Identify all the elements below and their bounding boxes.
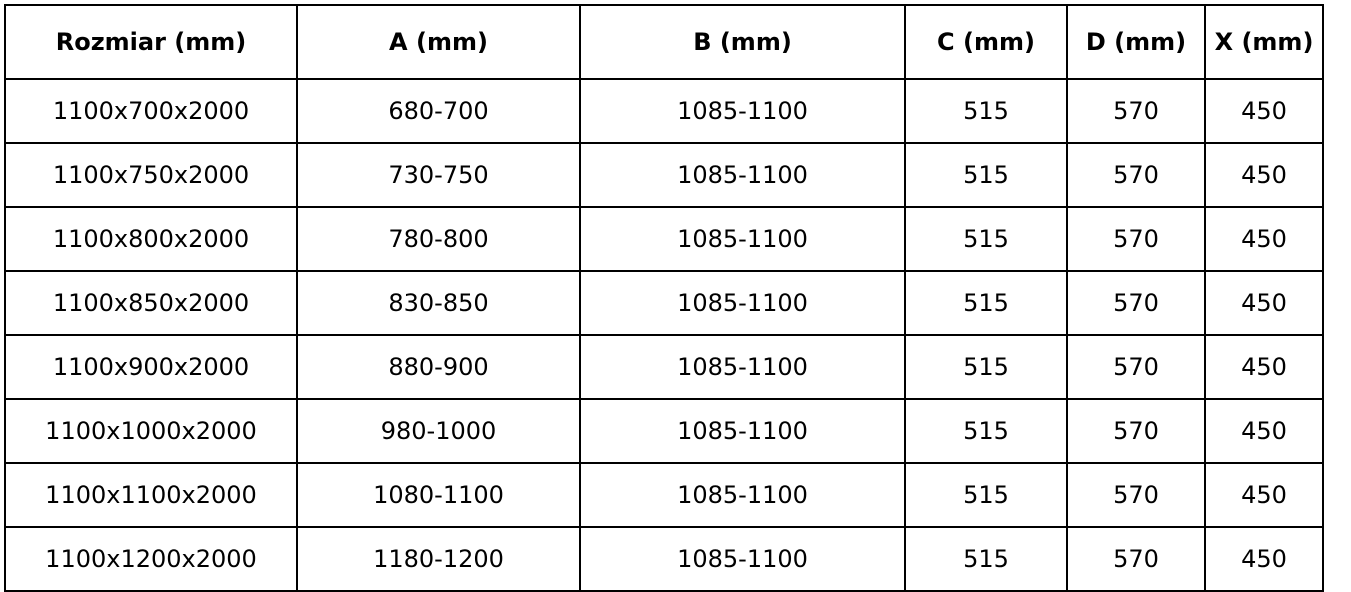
cell-a: 780-800 — [297, 207, 580, 271]
cell-x: 450 — [1205, 399, 1323, 463]
table-row — [5, 143, 1323, 207]
cell-a: 1180-1200 — [297, 527, 580, 591]
cell-x: 450 — [1205, 463, 1323, 527]
cell-a: 680-700 — [297, 79, 580, 143]
cell-x: 450 — [1205, 271, 1323, 335]
cell-c: 515 — [905, 335, 1067, 399]
specification-table — [4, 4, 1324, 592]
column-header-x: X (mm) — [1205, 5, 1323, 79]
cell-b: 1085-1100 — [580, 399, 905, 463]
cell-x: 450 — [1205, 335, 1323, 399]
cell-c: 515 — [905, 399, 1067, 463]
cell-rozmiar: 1100x1000x2000 — [5, 399, 297, 463]
column-header-c: C (mm) — [905, 5, 1067, 79]
column-header-d: D (mm) — [1067, 5, 1205, 79]
table-row — [5, 399, 1323, 463]
cell-d: 570 — [1067, 463, 1205, 527]
cell-rozmiar: 1100x800x2000 — [5, 207, 297, 271]
cell-rozmiar: 1100x1200x2000 — [5, 527, 297, 591]
cell-a: 880-900 — [297, 335, 580, 399]
cell-d: 570 — [1067, 79, 1205, 143]
cell-c: 515 — [905, 143, 1067, 207]
table-row — [5, 527, 1323, 591]
table-header — [5, 5, 1323, 79]
cell-c: 515 — [905, 271, 1067, 335]
cell-d: 570 — [1067, 271, 1205, 335]
cell-x: 450 — [1205, 143, 1323, 207]
cell-c: 515 — [905, 207, 1067, 271]
cell-b: 1085-1100 — [580, 271, 905, 335]
cell-d: 570 — [1067, 143, 1205, 207]
cell-a: 830-850 — [297, 271, 580, 335]
table-body — [5, 79, 1323, 591]
column-header-b: B (mm) — [580, 5, 905, 79]
cell-x: 450 — [1205, 207, 1323, 271]
cell-a: 980-1000 — [297, 399, 580, 463]
cell-b: 1085-1100 — [580, 79, 905, 143]
column-header-rozmiar: Rozmiar (mm) — [5, 5, 297, 79]
cell-d: 570 — [1067, 335, 1205, 399]
table-row — [5, 271, 1323, 335]
cell-x: 450 — [1205, 79, 1323, 143]
cell-x: 450 — [1205, 527, 1323, 591]
cell-a: 730-750 — [297, 143, 580, 207]
cell-b: 1085-1100 — [580, 143, 905, 207]
cell-c: 515 — [905, 79, 1067, 143]
cell-b: 1085-1100 — [580, 207, 905, 271]
cell-b: 1085-1100 — [580, 335, 905, 399]
cell-d: 570 — [1067, 207, 1205, 271]
table-row — [5, 207, 1323, 271]
cell-rozmiar: 1100x750x2000 — [5, 143, 297, 207]
table-row — [5, 463, 1323, 527]
cell-rozmiar: 1100x850x2000 — [5, 271, 297, 335]
cell-c: 515 — [905, 527, 1067, 591]
column-header-a: A (mm) — [297, 5, 580, 79]
cell-b: 1085-1100 — [580, 527, 905, 591]
cell-d: 570 — [1067, 399, 1205, 463]
cell-b: 1085-1100 — [580, 463, 905, 527]
cell-rozmiar: 1100x700x2000 — [5, 79, 297, 143]
cell-d: 570 — [1067, 527, 1205, 591]
table-header-row — [5, 5, 1323, 79]
cell-c: 515 — [905, 463, 1067, 527]
table-row — [5, 335, 1323, 399]
cell-rozmiar: 1100x900x2000 — [5, 335, 297, 399]
cell-rozmiar: 1100x1100x2000 — [5, 463, 297, 527]
table-row — [5, 79, 1323, 143]
cell-a: 1080-1100 — [297, 463, 580, 527]
